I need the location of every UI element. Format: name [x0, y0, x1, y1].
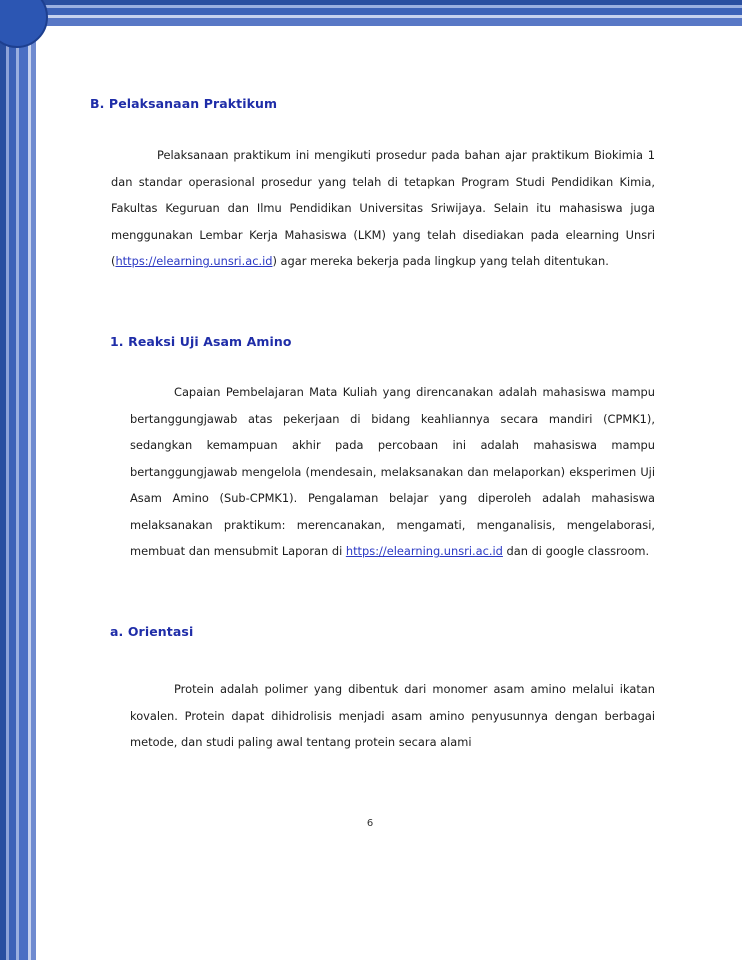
paragraph-capaian-text-end: dan di google classroom.	[502, 544, 650, 558]
subsection-heading-reaksi-uji: 1. Reaksi Uji Asam Amino	[110, 334, 292, 349]
elearning-link-2[interactable]: https://elearning.unsri.ac.id	[345, 544, 503, 558]
subsection-heading-orientasi: a. Orientasi	[110, 624, 194, 639]
paragraph-capaian	[130, 379, 655, 565]
page-number: 6	[366, 818, 374, 829]
paragraph-pelaksanaan	[111, 142, 655, 275]
elearning-link[interactable]: https://elearning.unsri.ac.id	[115, 254, 273, 268]
section-heading-pelaksanaan: B. Pelaksanaan Praktikum	[90, 96, 278, 111]
paragraph-pelaksanaan-text-end: ) agar mereka bekerja pada lingkup yang telah ditentukan.	[272, 254, 609, 268]
paragraph-orientasi-text: Protein adalah polimer yang dibentuk dari monomer asam amino melalui ikatan kovalen. Protein dapat dihidrolisis menjadi asam amino penyusunnya dengan berbagai metode, dan studi paling awal tentang protein secara alami	[130, 682, 655, 749]
paragraph-pelaksanaan-text: Pelaksanaan praktikum ini mengikuti prosedur pada bahan ajar praktikum Biokimia 1 dan standar operasional prosedur yang telah di tetapkan Program Studi Pendidikan Kimia, Fakultas Keguruan dan Ilmu Pendidikan Universitas Sriwijaya. Selain itu mahasiswa juga menggunakan Lembar Kerja Mahasiswa (LKM) yang telah disediakan pada elearning Unsri (	[111, 148, 655, 268]
paragraph-orientasi	[130, 676, 655, 756]
paragraph-capaian-text: Capaian Pembelajaran Mata Kuliah yang direncanakan adalah mahasiswa mampu bertanggungjawab atas pekerjaan di bidang keahliannya secara mandiri (CPMK1), sedangkan kemampuan akhir pada percobaan ini adalah mahasiswa mampu bertanggungjawab mengelola (mendesain, melaksanakan dan melaporkan) eksperimen Uji Asam Amino (Sub-CPMK1). Pengalaman belajar yang diperoleh adalah mahasiswa melaksanakan praktikum: merencanakan, mengamati, menganalisis, mengelaborasi, membuat dan mensubmit Laporan di	[130, 385, 655, 558]
